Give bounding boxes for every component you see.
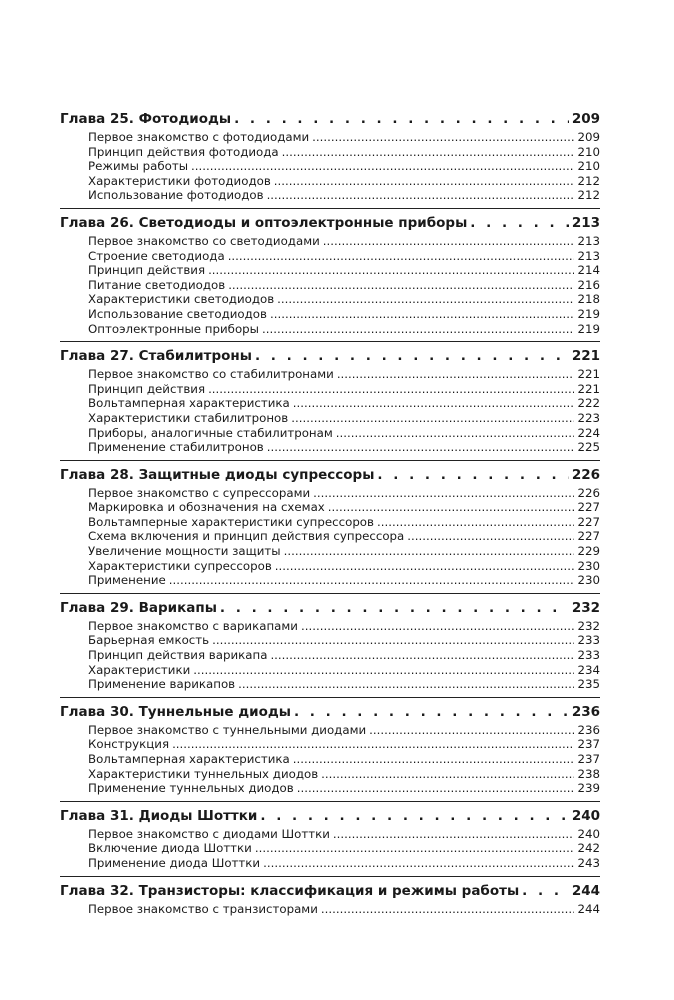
dot-leader bbox=[255, 841, 575, 856]
chapter-title: Глава 31. Диоды Шоттки bbox=[60, 807, 258, 824]
section-row[interactable] bbox=[88, 159, 600, 174]
section-row[interactable] bbox=[88, 573, 600, 588]
section-title: Принцип действия bbox=[88, 263, 206, 278]
section-row[interactable] bbox=[88, 752, 600, 767]
section-page-number: 233 bbox=[577, 648, 600, 663]
section-row[interactable] bbox=[88, 130, 600, 145]
section-list bbox=[60, 234, 600, 336]
dot-leader bbox=[255, 348, 569, 364]
chapter-page-number: 209 bbox=[571, 111, 600, 127]
chapter-page-number: 244 bbox=[571, 882, 600, 899]
dot-leader bbox=[293, 752, 575, 767]
section-page-number: 210 bbox=[577, 159, 600, 174]
section-row[interactable] bbox=[88, 440, 600, 455]
table-of-contents bbox=[60, 111, 600, 916]
section-page-number: 240 bbox=[577, 826, 600, 841]
dot-leader bbox=[262, 322, 574, 337]
section-title: Характеристики светодиодов bbox=[88, 292, 275, 307]
chapter-page-number: 240 bbox=[571, 807, 600, 824]
section-row[interactable] bbox=[88, 263, 600, 278]
section-row[interactable] bbox=[88, 292, 600, 307]
section-title: Вольтамперная характеристика bbox=[88, 396, 290, 411]
section-row[interactable] bbox=[88, 515, 600, 530]
section-row[interactable] bbox=[88, 663, 600, 678]
section-page-number: 227 bbox=[577, 529, 600, 544]
dot-leader bbox=[238, 677, 574, 692]
section-page-number: 225 bbox=[577, 440, 600, 455]
section-page-number: 227 bbox=[577, 514, 600, 529]
dot-leader bbox=[263, 856, 574, 871]
section-title: Использование светодиодов bbox=[88, 306, 267, 321]
section-page-number: 213 bbox=[577, 233, 600, 248]
dot-leader bbox=[234, 111, 569, 127]
section-title: Первое знакомство с транзисторами bbox=[88, 901, 318, 916]
section-page-number: 236 bbox=[577, 722, 600, 737]
section-title: Конструкция bbox=[88, 737, 170, 752]
dot-leader bbox=[328, 500, 575, 515]
section-title: Применение диода Шоттки bbox=[88, 855, 261, 870]
chapter-page-number: 213 bbox=[571, 214, 600, 231]
section-title: Барьерная емкость bbox=[88, 633, 210, 648]
section-page-number: 221 bbox=[577, 367, 600, 382]
section-page-number: 223 bbox=[577, 410, 600, 425]
dot-leader bbox=[333, 827, 575, 842]
section-page-number: 218 bbox=[577, 292, 600, 307]
section-page-number: 221 bbox=[577, 381, 600, 396]
dot-leader bbox=[260, 808, 568, 824]
section-title: Характеристики супрессоров bbox=[88, 558, 272, 573]
chapter-separator-rule bbox=[60, 801, 600, 802]
section-page-number: 242 bbox=[577, 841, 600, 856]
section-page-number: 232 bbox=[577, 618, 600, 633]
section-title: Первое знакомство с туннельными диодами bbox=[88, 722, 367, 737]
section-list bbox=[60, 827, 600, 871]
section-page-number: 219 bbox=[577, 306, 600, 321]
dot-leader bbox=[172, 737, 574, 752]
section-title: Первое знакомство со светодиодами bbox=[88, 233, 320, 248]
section-title: Режимы работы bbox=[88, 159, 189, 174]
dot-leader bbox=[522, 883, 569, 899]
section-page-number: 230 bbox=[577, 573, 600, 588]
dot-leader bbox=[275, 559, 575, 574]
section-page-number: 243 bbox=[577, 855, 600, 870]
section-row[interactable] bbox=[88, 382, 600, 397]
section-row[interactable] bbox=[88, 307, 600, 322]
section-title: Характеристики bbox=[88, 662, 191, 677]
dot-leader bbox=[212, 633, 574, 648]
section-row[interactable] bbox=[88, 737, 600, 752]
section-list bbox=[60, 367, 600, 455]
section-title: Применение варикапов bbox=[88, 677, 236, 692]
chapter-page-number: 221 bbox=[571, 348, 600, 365]
dot-leader bbox=[282, 145, 575, 160]
section-title: Первое знакомство с диодами Шоттки bbox=[88, 826, 330, 841]
dot-leader bbox=[312, 130, 574, 145]
section-row[interactable] bbox=[88, 278, 600, 293]
dot-leader bbox=[274, 174, 575, 189]
section-title: Увеличение мощности защиты bbox=[88, 544, 281, 559]
chapter-separator-rule bbox=[60, 460, 600, 461]
chapter-heading-row[interactable] bbox=[60, 111, 600, 127]
dot-leader bbox=[284, 544, 575, 559]
section-page-number: 237 bbox=[577, 737, 600, 752]
section-list bbox=[60, 902, 600, 917]
section-row[interactable] bbox=[88, 767, 600, 782]
section-row[interactable] bbox=[88, 396, 600, 411]
section-row[interactable] bbox=[88, 619, 600, 634]
section-row[interactable] bbox=[88, 544, 600, 559]
dot-leader bbox=[313, 486, 574, 501]
section-title: Принцип действия варикапа bbox=[88, 648, 268, 663]
section-page-number: 226 bbox=[577, 485, 600, 500]
section-title: Вольтамперные характеристики супрессоров bbox=[88, 514, 374, 529]
dot-leader bbox=[377, 467, 568, 483]
chapter-separator-rule bbox=[60, 341, 600, 342]
section-title: Применение стабилитронов bbox=[88, 440, 264, 455]
dot-leader bbox=[301, 619, 575, 634]
dot-leader bbox=[220, 600, 569, 616]
dot-leader bbox=[369, 723, 574, 738]
section-list bbox=[60, 619, 600, 692]
chapter-title: Глава 32. Транзисторы: классификация и режимы работы bbox=[60, 882, 520, 899]
dot-leader bbox=[267, 440, 575, 455]
section-title: Маркировка и обозначения на схемах bbox=[88, 500, 325, 515]
section-page-number: 212 bbox=[577, 173, 600, 188]
dot-leader bbox=[321, 902, 575, 917]
chapter-entry bbox=[60, 348, 600, 461]
chapter-separator-rule bbox=[60, 697, 600, 698]
dot-leader bbox=[277, 292, 574, 307]
section-title: Применение туннельных диодов bbox=[88, 781, 294, 796]
chapter-title: Глава 30. Туннельные диоды bbox=[60, 703, 291, 720]
section-title: Включение диода Шоттки bbox=[88, 841, 252, 856]
section-row[interactable] bbox=[88, 781, 600, 796]
section-title: Питание светодиодов bbox=[88, 277, 226, 292]
section-page-number: 244 bbox=[577, 901, 600, 916]
section-row[interactable] bbox=[88, 559, 600, 574]
section-page-number: 214 bbox=[577, 263, 600, 278]
section-page-number: 237 bbox=[577, 752, 600, 766]
dot-leader bbox=[208, 263, 574, 278]
dot-leader bbox=[270, 648, 574, 663]
section-row[interactable] bbox=[88, 249, 600, 264]
section-row[interactable] bbox=[88, 500, 600, 515]
dot-leader bbox=[193, 663, 574, 678]
section-page-number: 239 bbox=[577, 781, 600, 796]
section-title: Характеристики туннельных диодов bbox=[88, 766, 319, 781]
dot-leader bbox=[297, 781, 575, 796]
dot-leader bbox=[294, 704, 569, 720]
section-row[interactable] bbox=[88, 145, 600, 160]
chapter-page-number: 226 bbox=[571, 466, 600, 483]
section-page-number: 227 bbox=[577, 500, 600, 515]
section-page-number: 210 bbox=[577, 144, 600, 159]
chapter-entry bbox=[60, 808, 600, 877]
section-page-number: 216 bbox=[577, 277, 600, 292]
section-page-number: 209 bbox=[577, 130, 600, 144]
section-row[interactable] bbox=[88, 188, 600, 203]
chapter-separator-rule bbox=[60, 208, 600, 209]
dot-leader bbox=[336, 426, 575, 441]
section-page-number: 229 bbox=[577, 544, 600, 559]
dot-leader bbox=[407, 529, 574, 544]
dot-leader bbox=[377, 515, 574, 530]
section-title: Принцип действия фотодиода bbox=[88, 144, 279, 159]
dot-leader bbox=[228, 249, 575, 264]
section-page-number: 233 bbox=[577, 633, 600, 648]
dot-leader bbox=[270, 307, 575, 322]
dot-leader bbox=[323, 234, 575, 249]
chapter-entry bbox=[60, 467, 600, 594]
section-page-number: 230 bbox=[577, 558, 600, 573]
chapter-heading-row[interactable] bbox=[60, 215, 600, 231]
chapter-title: Глава 29. Варикапы bbox=[60, 599, 217, 616]
section-list bbox=[60, 486, 600, 588]
dot-leader bbox=[191, 159, 574, 174]
section-title: Строение светодиода bbox=[88, 248, 225, 263]
section-row[interactable] bbox=[88, 856, 600, 871]
section-page-number: 219 bbox=[577, 321, 600, 336]
section-row[interactable] bbox=[88, 902, 600, 917]
section-row[interactable] bbox=[88, 486, 600, 501]
section-page-number: 213 bbox=[577, 248, 600, 263]
chapter-entry bbox=[60, 704, 600, 802]
dot-leader bbox=[208, 382, 574, 397]
section-title: Оптоэлектронные приборы bbox=[88, 321, 259, 336]
dot-leader bbox=[321, 767, 574, 782]
section-row[interactable] bbox=[88, 529, 600, 544]
chapter-heading-row[interactable] bbox=[60, 600, 600, 616]
dot-leader bbox=[291, 411, 574, 426]
section-row[interactable] bbox=[88, 827, 600, 842]
chapter-title: Глава 26. Светодиоды и оптоэлектронные приборы bbox=[60, 214, 468, 231]
section-row[interactable] bbox=[88, 723, 600, 738]
section-title: Вольтамперная характеристика bbox=[88, 752, 290, 766]
section-title: Характеристики фотодиодов bbox=[88, 173, 271, 188]
section-row[interactable] bbox=[88, 677, 600, 692]
chapter-entry bbox=[60, 215, 600, 342]
dot-leader bbox=[470, 215, 569, 231]
section-list bbox=[60, 130, 600, 203]
dot-leader bbox=[267, 188, 575, 203]
section-row[interactable] bbox=[88, 633, 600, 648]
chapter-heading-row[interactable] bbox=[60, 467, 600, 483]
section-row[interactable] bbox=[88, 841, 600, 856]
chapter-entry bbox=[60, 883, 600, 917]
chapter-title: Глава 27. Стабилитроны bbox=[60, 348, 252, 365]
section-row[interactable] bbox=[88, 411, 600, 426]
section-page-number: 234 bbox=[577, 662, 600, 677]
section-row[interactable] bbox=[88, 174, 600, 189]
section-title: Первое знакомство с фотодиодами bbox=[88, 130, 310, 144]
dot-leader bbox=[337, 367, 575, 382]
section-title: Первое знакомство со стабилитронами bbox=[88, 367, 334, 382]
section-page-number: 222 bbox=[577, 396, 600, 411]
section-row[interactable] bbox=[88, 648, 600, 663]
section-title: Первое знакомство с супрессорами bbox=[88, 485, 311, 500]
section-title: Приборы, аналогичные стабилитронам bbox=[88, 425, 333, 440]
chapter-entry bbox=[60, 111, 600, 209]
section-row[interactable] bbox=[88, 367, 600, 382]
chapter-title: Глава 28. Защитные диоды супрессоры bbox=[60, 466, 375, 483]
chapter-entry bbox=[60, 600, 600, 698]
section-title: Схема включения и принцип действия супрессора bbox=[88, 529, 405, 544]
chapter-heading-row[interactable] bbox=[60, 348, 600, 364]
dot-leader bbox=[228, 278, 574, 293]
section-title: Характеристики стабилитронов bbox=[88, 410, 289, 425]
chapter-heading-row[interactable] bbox=[60, 704, 600, 720]
chapter-separator-rule bbox=[60, 876, 600, 877]
chapter-title: Глава 25. Фотодиоды bbox=[60, 111, 232, 127]
section-title: Использование фотодиодов bbox=[88, 188, 264, 203]
chapter-page-number: 236 bbox=[571, 703, 600, 720]
section-row[interactable] bbox=[88, 426, 600, 441]
dot-leader bbox=[293, 396, 575, 411]
section-list bbox=[60, 723, 600, 796]
section-title: Принцип действия bbox=[88, 381, 206, 396]
section-page-number: 212 bbox=[577, 188, 600, 203]
chapter-heading-row[interactable] bbox=[60, 883, 600, 899]
section-page-number: 235 bbox=[577, 677, 600, 692]
section-page-number: 224 bbox=[577, 425, 600, 440]
chapter-separator-rule bbox=[60, 593, 600, 594]
section-row[interactable] bbox=[88, 322, 600, 337]
section-page-number: 238 bbox=[577, 766, 600, 781]
section-title: Применение bbox=[88, 573, 166, 588]
section-title: Первое знакомство с варикапами bbox=[88, 618, 298, 633]
dot-leader bbox=[169, 573, 575, 588]
chapter-heading-row[interactable] bbox=[60, 808, 600, 824]
chapter-page-number: 232 bbox=[571, 599, 600, 616]
section-row[interactable] bbox=[88, 234, 600, 249]
